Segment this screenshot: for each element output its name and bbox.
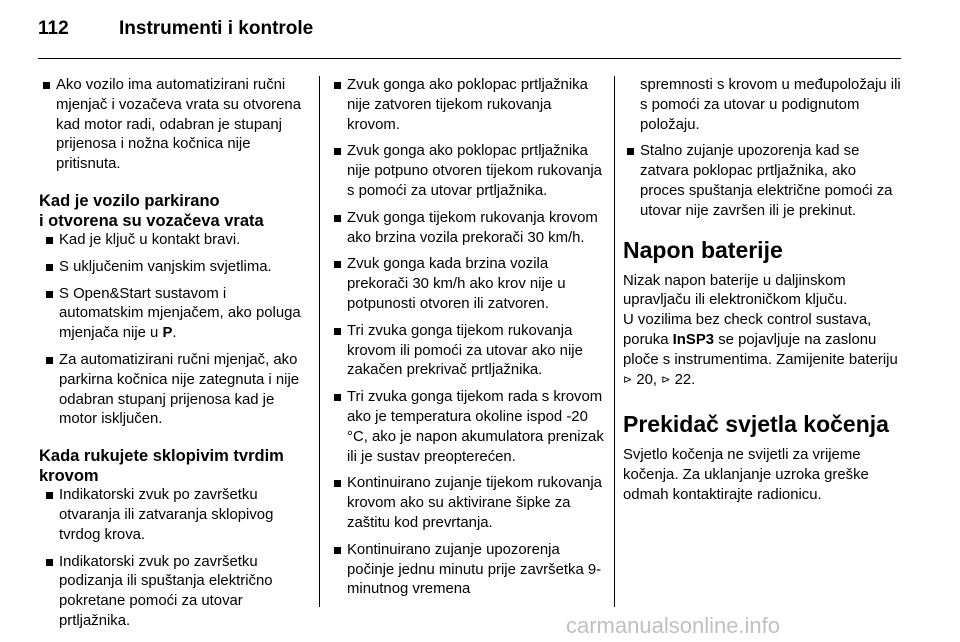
item-text: S Open&Start sustavom i automatskim mjenjačem, ako poluga mjenjača nije u xyxy=(59,285,301,342)
gear-position-label: P xyxy=(162,325,173,342)
list-item xyxy=(330,388,606,467)
list-item xyxy=(330,209,606,249)
page-number: 112 xyxy=(38,18,69,39)
item-text: Kontinuirano zujanje upozorenja počinje jednu minutu prije završetka 9-minutnog vremena xyxy=(347,541,602,598)
column-divider-2 xyxy=(614,76,615,607)
list-item xyxy=(42,553,307,632)
brake-paragraph: Svjetlo kočenja ne svijetli za vrijeme kočenja. Za uklanjanje uzroka greške odmah kontaktirajte radionicu. xyxy=(623,447,869,503)
page-ref-link[interactable]: 22. xyxy=(674,371,696,388)
list-item xyxy=(330,76,606,135)
text: se pojavljuje na zaslonu ploče s instrumentima. Zamijenite bateriju xyxy=(623,331,898,368)
item-text: Za automatizirani ručni mjenjač, ako parkirna kočnica nije zategnuta i nije odabran stupanj prijenosa kad je motor isključen. xyxy=(59,351,300,428)
column-3 xyxy=(623,76,903,506)
section-heading-battery: Napon baterije xyxy=(623,236,783,263)
page-title: Instrumenti i kontrole xyxy=(119,18,314,39)
item-text: Zvuk gonga kada brzina vozila prekorači 30 km/h ako krov nije u potpunosti otvoren ili zatvoren. xyxy=(347,256,566,312)
item-text: Tri zvuka gonga tijekom rukovanja krovom ili pomoći za utovar ako nije zakačen prekrivač prtljažnika. xyxy=(347,322,583,379)
text: U vozilima bez check control sustava, poruka xyxy=(623,312,872,348)
list-item xyxy=(330,142,606,201)
item-text: Tri zvuka gonga tijekom rada s krovom ako je temperatura okoline ispod -20 °C, ako je napon akumulatora prenizak ili je sustav preopterećen. xyxy=(347,389,604,465)
item-text: Zvuk gonga ako poklopac prtljažnika nije zatvoren tijekom rukovanja krovom. xyxy=(347,77,588,133)
continued-item-text: spremnosti s krovom u međupoložaju ili s pomoći za utovar u podignutom položaju. xyxy=(640,77,901,133)
list-item xyxy=(330,474,606,533)
item-text: S uključenim vanjskim svjetlima. xyxy=(59,258,272,275)
list-item xyxy=(42,486,307,545)
list-item: S Open&Start sustavom i automatskim mjenjačem, ako poluga mjenjača nije u P. xyxy=(42,285,307,344)
column-2 xyxy=(330,76,606,607)
heading-line: i otvorena su vozačeva vrata xyxy=(39,211,264,230)
battery-paragraph-2 xyxy=(623,311,903,390)
item-text: Zvuk gonga ako poklopac prtljažnika nije potpuno otvoren tijekom rukovanja s pomoći za utovar prtljažnika. xyxy=(347,143,602,199)
column-1 xyxy=(39,76,307,639)
page-ref-icon: ⊳ xyxy=(623,373,633,386)
battery-paragraph-1: Nizak napon baterije u daljinskom upravljaču ili elektroničkom ključu. xyxy=(623,272,848,309)
column-divider-1 xyxy=(319,76,320,607)
list-item xyxy=(330,541,606,600)
section-heading-roof: Kada rukujete sklopivim tvrdim krovom xyxy=(39,447,284,486)
list-item xyxy=(330,322,606,381)
list-item xyxy=(623,142,903,221)
item-text: Indikatorski zvuk po završetku podizanja ili spuštanja električno pokretane pomoći za utovar prtljažnika. xyxy=(59,553,273,629)
list-item xyxy=(42,258,307,278)
section-heading-brake-light: Prekidač svjetla kočenja xyxy=(623,411,889,438)
item-text: Stalno zujanje upozorenja kad se zatvara poklopac prtljažnika, ako proces spuštanja električne pomoći za utovar nije završen ili je prekinut. xyxy=(640,143,893,219)
message-code: InSP3 xyxy=(672,331,715,348)
page-header xyxy=(38,18,313,40)
item-text: Kad je ključ u kontakt bravi. xyxy=(59,231,241,248)
header-rule xyxy=(38,58,901,59)
item-text: Zvuk gonga tijekom rukovanja krovom ako brzina vozila prekorači 30 km/h. xyxy=(347,209,598,246)
section-heading-parked xyxy=(39,191,307,231)
list-item xyxy=(39,76,307,175)
page-ref-link[interactable]: 20, xyxy=(636,371,658,388)
item-text: Kontinuirano zujanje tijekom rukovanja krovom ako su aktivirane šipke za zaštitu kod prevrtanja. xyxy=(347,475,602,531)
page-ref-icon: ⊳ xyxy=(661,373,671,386)
list-item xyxy=(42,231,307,251)
item-text: Ako vozilo ima automatizirani ručni mjenjač i vozačeva vrata su otvorena kad motor radi, odabran je stupanj prijenosa i nožna kočnica nije pritisnuta. xyxy=(56,77,301,173)
list-item xyxy=(330,255,606,314)
watermark: carmanualsonline.info xyxy=(566,613,781,638)
item-text: Indikatorski zvuk po završetku otvaranja ili zatvaranja sklopivog tvrdog krova. xyxy=(59,487,274,543)
heading-line: Kad je vozilo parkirano xyxy=(39,191,220,210)
list-item xyxy=(42,351,307,430)
